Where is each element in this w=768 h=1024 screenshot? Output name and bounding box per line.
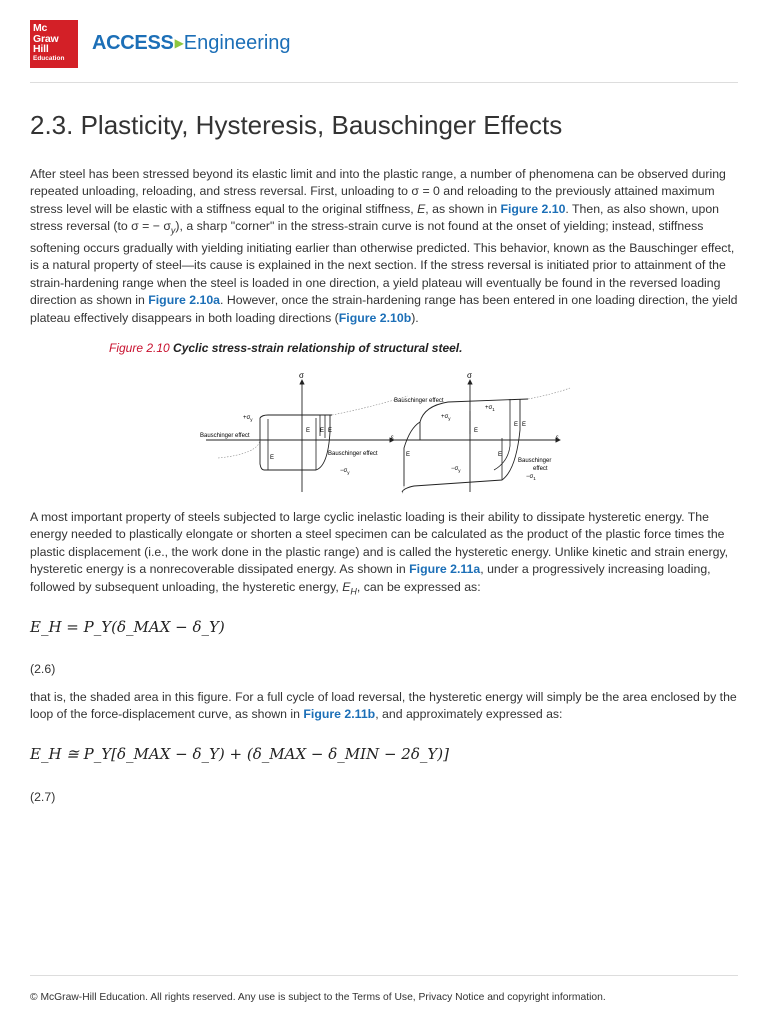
paragraph-3 xyxy=(30,689,738,724)
loop-a-elastic-lines xyxy=(268,418,316,470)
e-label-a-4: E xyxy=(270,455,275,461)
sigma-label-a: σ xyxy=(299,371,304,380)
brand-engineering: Engineering xyxy=(183,32,291,54)
link-figure-2-10[interactable]: Figure 2.10 xyxy=(500,201,566,216)
plus-sigma-y-label-a: $+\sigma_y$ xyxy=(243,415,253,422)
bauschinger-label-b-line1: Bauschinger xyxy=(518,458,552,464)
equation-2-6-number: (2.6) xyxy=(30,662,56,676)
e-label-a-3: E xyxy=(328,428,333,434)
minus-sigma-1-label: $-\sigma_1$ xyxy=(526,474,536,481)
epsilon-label-b: ε xyxy=(556,435,559,441)
logo-line-mc: Mc xyxy=(33,22,48,34)
link-figure-2-10a[interactable]: Figure 2.10a xyxy=(148,293,221,308)
p2-text-1: A most important property of steels subjected to large cyclic inelastic loading is their ability to dissipate hysteretic energy. The energy needed to plastically elongate or shorten a steel specimen can be calculated as the product of the plastic force times the plastic displacement (i.e., the work done in the plastic range) and is called the hysteretic energy. Unlike kinetic and strain energy, hysteretic energy is a nonrecoverable dissipated energy. As shown in xyxy=(30,510,729,577)
loop-a-dotted-left xyxy=(218,440,260,458)
brand-access: ACCESS xyxy=(92,32,174,54)
p2-eh-sub: H xyxy=(350,586,357,597)
p1-text-3: . Then, as also shown, upon stress reversal (to σ = − σ xyxy=(30,201,720,234)
equation-2-7-number: (2.7) xyxy=(30,790,56,804)
mcgraw-hill-logo[interactable] xyxy=(30,20,78,68)
figure-title: Cyclic stress-strain relationship of structural steel. xyxy=(173,341,463,355)
p1-text-4: ), a sharp "corner" in the stress-strain curve is not found at the onset of yielding; instead, stiffness softening occurs gradually with yielding initiating earlier than otherwise predicted. This behavior, known as the Bauschinger effect, is a natural property of steel—its cause is explained in the next section. If the stress reversal is initiated prior to attainment of the strain-hardening range when the steel is loaded in one direction, a yield plateau will eventually be found in the reversed loading direction as shown in xyxy=(30,219,735,308)
copyright-footer: © McGraw-Hill Education. All rights reserved. Any use is subject to the Terms of Use, Privacy Notice and copyright information. xyxy=(30,992,606,1003)
header-divider xyxy=(30,82,738,83)
minus-sigma-y-label-a: $-\sigma_y$ xyxy=(340,468,350,475)
figure-number[interactable]: Figure 2.10 xyxy=(109,341,170,355)
bauschinger-label-a-left: Bauschinger effect xyxy=(200,433,250,439)
e-label-a-2: E xyxy=(320,428,325,434)
link-figure-2-10b[interactable]: Figure 2.10b xyxy=(338,310,412,325)
p1-text-5: . However, once the strain-hardening range has been entered in one loading direction, the yield plateau effectively disappears in both loading directions ( xyxy=(30,293,738,325)
p1-text-2: , as shown in xyxy=(425,201,501,216)
e-label-b-2: E xyxy=(514,422,519,428)
loop-a-lower xyxy=(260,415,333,470)
epsilon-label-a: ε xyxy=(391,435,394,441)
diagram-b xyxy=(394,371,570,494)
page-title: 2.3. Plasticity, Hysteresis, Bauschinger Effects xyxy=(30,110,563,140)
e-label-b-3: E xyxy=(522,422,527,428)
plus-sigma-1-label: $+\sigma_1$ xyxy=(485,405,495,412)
p2-text-3: , can be expressed as: xyxy=(356,579,481,594)
logo-line-hill: Hill xyxy=(33,43,49,55)
e-label-b-1: E xyxy=(474,428,479,434)
p3-text-2: , and approximately expressed as: xyxy=(375,707,563,722)
paragraph-2 xyxy=(30,509,738,600)
logo-line-education: Education xyxy=(33,54,65,62)
e-label-b-5: E xyxy=(498,452,503,458)
p1-italic-e: E xyxy=(417,201,426,216)
e-label-b-4: E xyxy=(406,452,411,458)
loop-a-reload-lines xyxy=(320,415,325,438)
bauschinger-label-a-right: Bauschinger effect xyxy=(328,451,378,457)
p2-eh: E xyxy=(342,579,351,594)
brand-arrow-icon: ▶ xyxy=(174,36,184,50)
logo-line-graw: Graw xyxy=(33,32,59,45)
loop-b-dotted-right xyxy=(528,388,570,399)
p1-sub-y: y xyxy=(170,225,176,236)
page-header xyxy=(0,0,768,82)
bauschinger-label-b-line2: effect xyxy=(533,466,548,472)
footer-divider xyxy=(30,975,738,976)
paragraph-1 xyxy=(30,166,738,327)
loop-b-elastic-lines xyxy=(470,411,502,480)
stress-strain-figure[interactable] xyxy=(198,366,576,498)
equation-2-7: E_H ≅ P_Y[δ_MAX − δ_Y) + (δ_MAX − δ_MIN − 2δ_Y)] xyxy=(30,745,449,763)
p1-text-6: ). xyxy=(411,310,419,325)
link-figure-2-11a[interactable]: Figure 2.11a xyxy=(409,562,481,577)
e-label-a-1: E xyxy=(306,428,311,434)
sigma-label-b: σ xyxy=(467,371,472,380)
p3-text-1: that is, the shaded area in this figure. For a full cycle of load reversal, the hysteretic energy will simply be the area enclosed by the loop of the force-displacement curve, as shown in xyxy=(30,690,737,722)
equation-2-6: E_H = P_Y(δ_MAX − δ_Y) xyxy=(30,618,225,636)
p1-text-1: After steel has been stressed beyond its elastic limit and into the plastic range, a number of phenomena can be observed during repeated unloading, reloading, and stress reversal. First, unloading to σ = 0 and reloading to the previously attained maximum stress level will be elastic with a stiffness equal to the original stiffness, xyxy=(30,167,726,216)
plus-sigma-y-label-b: $+\sigma_y$ xyxy=(441,414,451,421)
figure-caption xyxy=(109,341,462,355)
diagram-a xyxy=(200,371,411,492)
bauschinger-label-b-top: Bauschinger effect xyxy=(394,398,444,404)
p2-text-2: , under a progressively increasing loading, followed by subsequent unloading, the hysteretic energy, xyxy=(30,562,711,594)
link-figure-2-11b[interactable]: Figure 2.11b xyxy=(303,707,376,722)
minus-sigma-y-label-b: $-\sigma_y$ xyxy=(451,466,461,473)
access-engineering-logo[interactable] xyxy=(92,31,291,55)
